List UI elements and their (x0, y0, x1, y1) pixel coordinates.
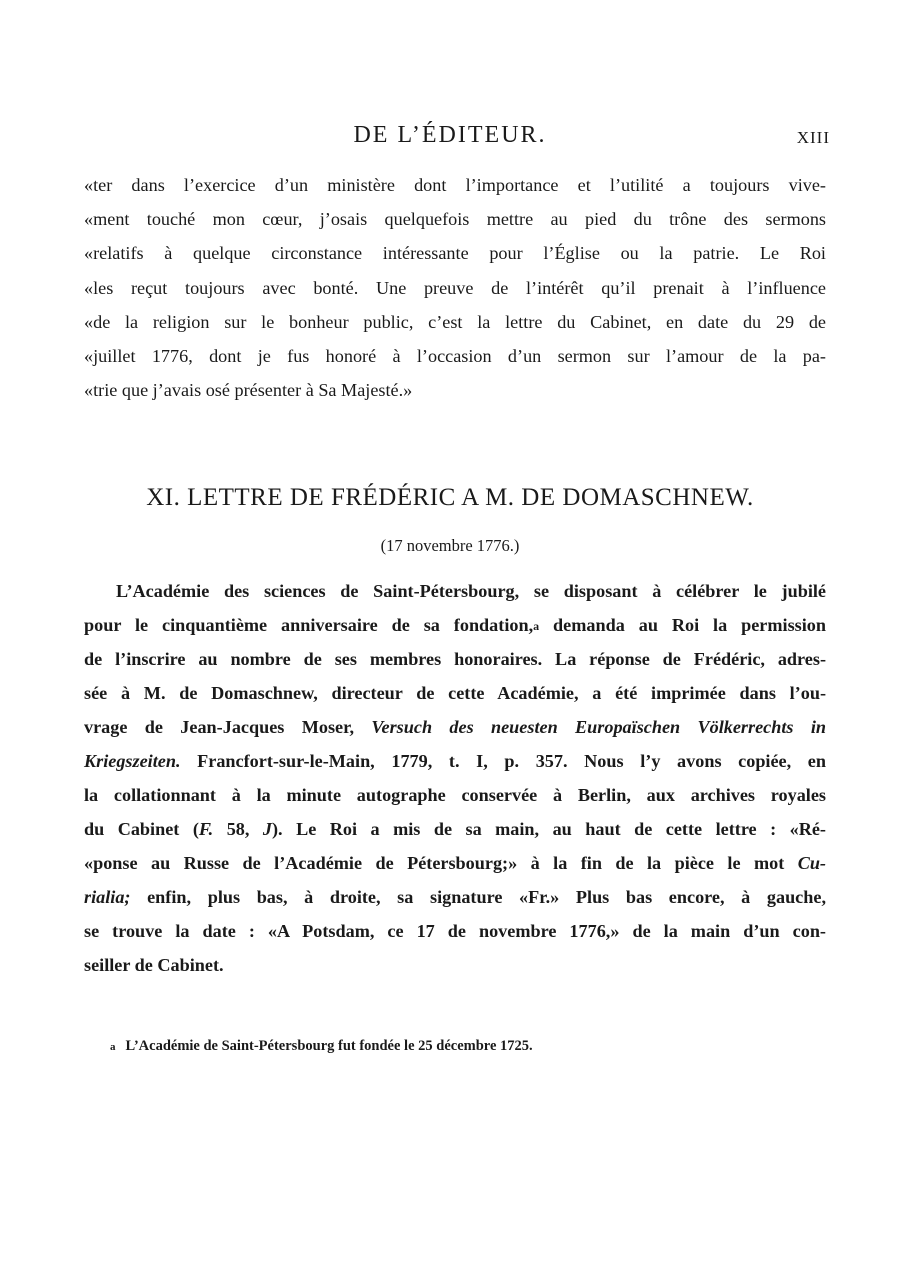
body-text: L’Académie des sciences de Saint-Pétersbourg, se disposant à célébrer le jubilé (116, 581, 826, 601)
body-text: vrage de Jean-Jacques Moser, (84, 717, 372, 737)
quote-line: «ment touché mon cœur, j’osais quelquefois mettre au pied du trône des sermons (84, 209, 826, 230)
running-head (0, 122, 900, 158)
italic-reference: J (262, 819, 272, 839)
body-line (84, 710, 826, 744)
quotation-paragraph (84, 168, 826, 407)
body-line (84, 914, 826, 948)
body-text: Francfort-sur-le-Main, 1779, t. I, p. 357. Nous l’y avons copiée, en (180, 751, 826, 771)
quote-line: «ter dans l’exercice d’un ministère dont l’importance et l’utilité a toujours vive- (84, 175, 826, 195)
body-line (84, 846, 826, 880)
book-title-italic: Versuch des neuesten Europaïschen Völkerrechts in (371, 717, 826, 737)
running-title: DE L’ÉDITEUR. (353, 122, 547, 148)
body-text: 58, (213, 819, 263, 839)
body-text: sée à M. de Domaschnew, directeur de cette Académie, a été imprimée dans l’ou- (84, 683, 826, 703)
body-line (84, 880, 826, 914)
footnote-reference: a (533, 619, 540, 633)
book-title-italic: Kriegszeiten. (84, 751, 181, 771)
quote-line: «trie que j’avais osé présenter à Sa Majesté.» (84, 380, 413, 401)
body-line (84, 812, 826, 846)
footnote (110, 1038, 830, 1055)
body-line (84, 642, 826, 676)
body-paragraph (84, 574, 826, 982)
body-text: enfin, plus bas, à droite, sa signature «Fr.» Plus bas encore, à gauche, (130, 887, 826, 907)
body-line (84, 574, 826, 608)
quote-line: «de la religion sur le bonheur public, c’est la lettre du Cabinet, en date du 29 de (84, 311, 826, 332)
section-heading: XI. LETTRE DE FRÉDÉRIC A M. DE DOMASCHNEW. (146, 484, 754, 511)
body-text: «ponse au Russe de l’Académie de Pétersbourg;» à la fin de la pièce le mot (84, 853, 798, 873)
body-line (84, 744, 826, 778)
body-text: seiller de Cabinet. (84, 955, 224, 975)
italic-word: rialia; (84, 887, 131, 907)
body-line (84, 948, 826, 982)
italic-reference: F. (198, 819, 214, 839)
body-line (84, 778, 826, 812)
quote-line: «relatifs à quelque circonstance intéressante pour l’Église ou la patrie. Le Roi (84, 243, 826, 264)
body-text: demanda au Roi la permission (539, 615, 826, 635)
body-line (84, 676, 826, 710)
quote-line: «juillet 1776, dont je fus honoré à l’occasion d’un sermon sur l’amour de la pa- (84, 346, 826, 367)
quote-line: «les reçut toujours avec bonté. Une preuve de l’intérêt qu’il prenait à l’influence (84, 277, 826, 298)
italic-word: Cu- (797, 853, 826, 873)
body-text: de l’inscrire au nombre de ses membres honoraires. La réponse de Frédéric, adres- (84, 649, 826, 669)
body-text: pour le cinquantième anniversaire de sa fondation, (84, 615, 534, 635)
body-text: du Cabinet ( (84, 819, 199, 839)
body-text: se trouve la date : «A Potsdam, ce 17 de novembre 1776,» de la main d’un con- (84, 921, 826, 941)
footnote-text: L’Académie de Saint-Pétersbourg fut fondée le 25 décembre 1725. (125, 1038, 533, 1054)
body-text: ). Le Roi a mis de sa main, au haut de cette lettre : «Ré- (272, 819, 826, 839)
body-text: la collationnant à la minute autographe conservée à Berlin, aux archives royales (84, 785, 826, 805)
body-line (84, 608, 826, 642)
section-date: (17 novembre 1776.) (380, 536, 520, 555)
footnote-mark: a (110, 1041, 116, 1053)
page-number: XIII (796, 128, 830, 147)
